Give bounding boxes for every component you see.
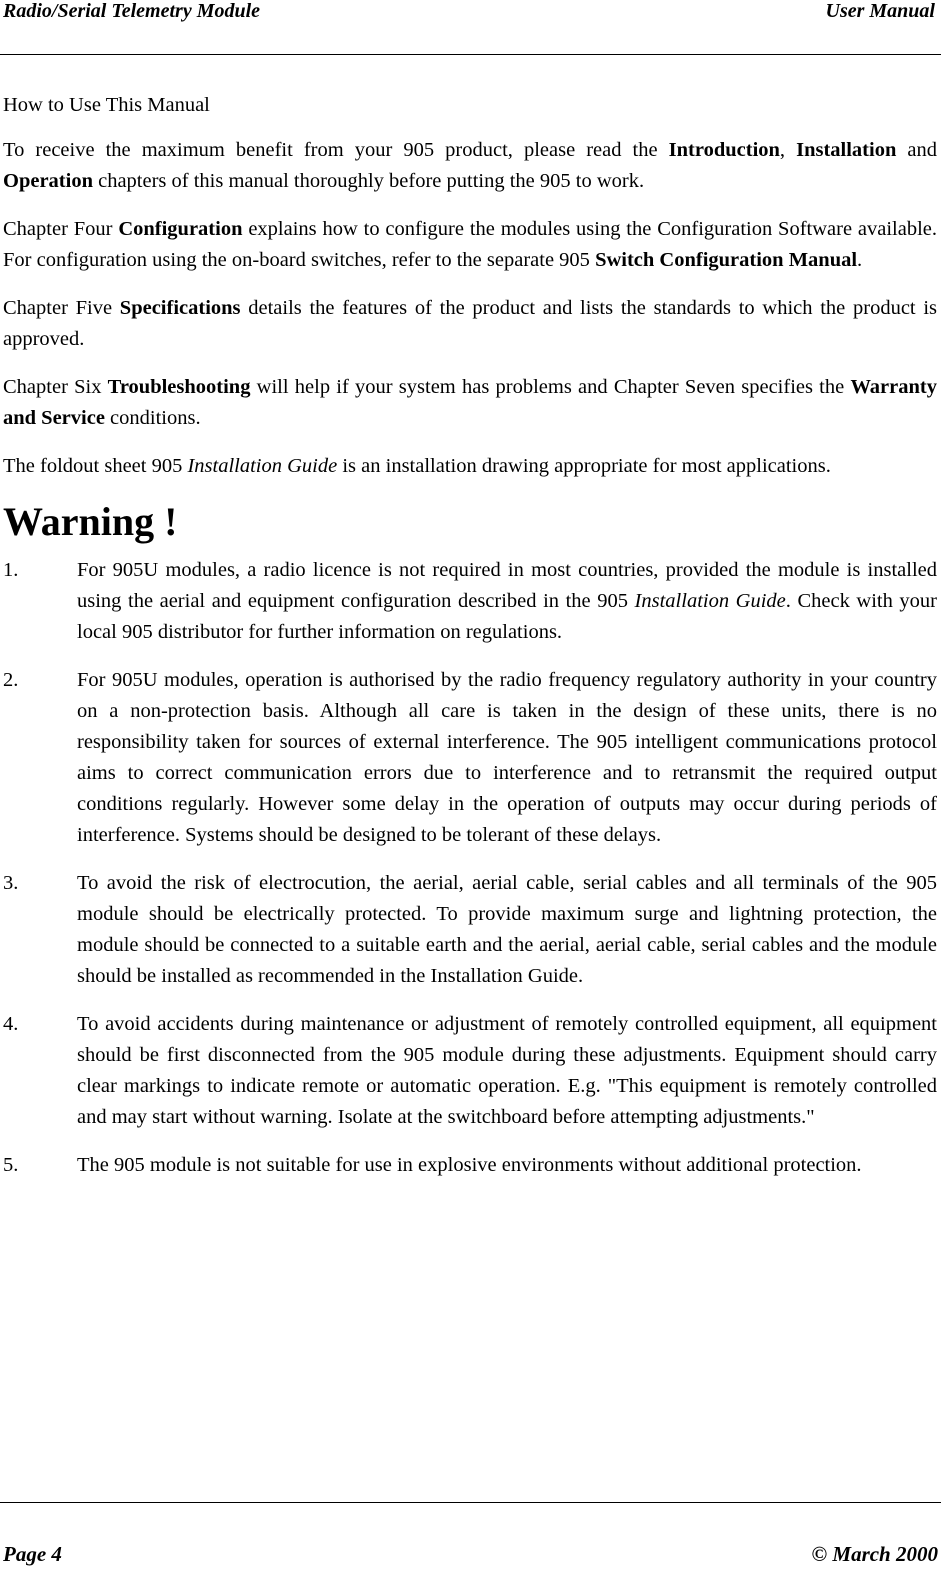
bold-term-troubleshooting: Troubleshooting xyxy=(107,376,251,398)
intro-paragraph xyxy=(3,135,937,197)
item-number: 4. xyxy=(3,1013,19,1035)
text-run: . Check with your local 905 distributor for further information on regulations. xyxy=(77,590,937,643)
configuration-paragraph xyxy=(3,214,937,276)
header-manual-label: User Manual xyxy=(825,0,935,22)
footer-divider xyxy=(0,1502,941,1503)
text-run: is an installation drawing appropriate for most applications. xyxy=(337,455,831,477)
warning-item xyxy=(3,1150,937,1181)
text-run: Chapter Six xyxy=(3,376,108,398)
bold-term-switch-configuration-manual: Switch Configuration Manual xyxy=(595,249,858,271)
italic-term-installation-guide: Installation Guide xyxy=(187,455,338,477)
text-run: and xyxy=(896,139,938,161)
warning-item xyxy=(3,1009,937,1133)
text-run: conditions. xyxy=(104,407,201,429)
header-document-title: Radio/Serial Telemetry Module xyxy=(3,0,261,22)
bold-term-installation: Installation xyxy=(796,139,897,161)
bold-term-operation: Operation xyxy=(3,170,93,192)
warning-item xyxy=(3,665,937,851)
troubleshooting-paragraph xyxy=(3,372,937,434)
item-text: To avoid the risk of electrocution, the aerial, aerial cable, serial cables and all terminals of the 905 module should be electrically protected. To provide maximum surge and lightning protection, the module should be connected to a suitable earth and the aerial, aerial cable, serial cables and the module should be installed as recommended in the Installation Guide. xyxy=(77,872,937,987)
warning-heading: Warning ! xyxy=(3,499,178,544)
item-text: The 905 module is not suitable for use in explosive environments without additional protection. xyxy=(77,1154,862,1176)
text-run: explains how to configure the modules using the Configuration Software available. For configuration using the on-board switches, refer to the separate 905 xyxy=(3,218,938,271)
specifications-paragraph xyxy=(3,293,937,355)
item-text: To avoid accidents during maintenance or adjustment of remotely controlled equipment, all equipment should be first disconnected from the 905 module during these adjustments. Equipment should carry clear markings to indicate remote or automatic operation. E.g. "This equipment is remotely controlled and may start without warning. Isolate at the switchboard before attempting adjustments." xyxy=(77,1013,937,1128)
page-content xyxy=(3,90,937,1198)
text-run: . xyxy=(857,249,863,271)
text-run: To receive the maximum benefit from your 905 product, please read the xyxy=(3,139,669,161)
text-run: chapters of this manual thoroughly before putting the 905 to work. xyxy=(92,170,645,192)
item-number: 1. xyxy=(3,559,19,581)
bold-term-specifications: Specifications xyxy=(119,297,241,319)
text-run: Chapter Four xyxy=(3,218,119,240)
text-run: , xyxy=(779,139,797,161)
text-run: Chapter Five xyxy=(3,297,120,319)
section-title: How to Use This Manual xyxy=(3,94,210,116)
bold-term-warranty-and-service: Warranty and Service xyxy=(3,376,937,429)
text-run: will help if your system has problems and Chapter Seven specifies the xyxy=(250,376,851,398)
page-header xyxy=(3,0,938,24)
page-footer xyxy=(3,1542,938,1570)
text-run: For 905U modules, a radio licence is not required in most countries, provided the module is installed using the aerial and equipment configuration described in the 905 xyxy=(77,559,937,612)
bold-term-configuration: Configuration xyxy=(118,218,243,240)
item-number: 3. xyxy=(3,872,19,894)
italic-term-installation-guide: Installation Guide xyxy=(634,590,786,612)
installation-guide-paragraph xyxy=(3,451,937,482)
page-number: Page 4 xyxy=(3,1542,62,1566)
text-run: details the features of the product and lists the standards to which the product is approved. xyxy=(3,297,938,350)
item-text: For 905U modules, operation is authorised by the radio frequency regulatory authority in your country on a non-protection basis. Although all care is taken in the design of these units, there is no responsibility taken for sources of external interference. The 905 intelligent communications protocol aims to correct communication errors due to interference and to retransmit the required output conditions regularly. However some delay in the operation of outputs may occur during periods of interference. Systems should be designed to be tolerant of these delays. xyxy=(77,669,937,846)
item-number: 2. xyxy=(3,669,19,691)
warning-item xyxy=(3,868,937,992)
warning-item xyxy=(3,555,937,648)
copyright-date: © March 2000 xyxy=(811,1542,938,1566)
header-divider xyxy=(0,54,941,55)
text-run: The foldout sheet 905 xyxy=(3,455,188,477)
bold-term-introduction: Introduction xyxy=(668,139,780,161)
item-number: 5. xyxy=(3,1154,19,1176)
